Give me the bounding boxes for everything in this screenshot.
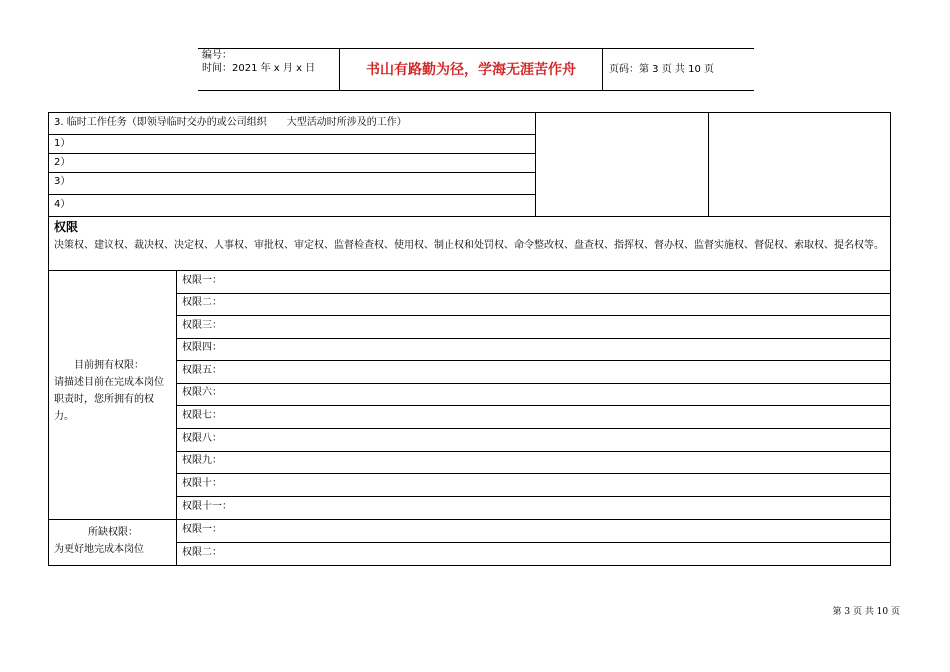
current-authority-row: 权限八： [182, 433, 222, 444]
current-authority-label [54, 357, 164, 425]
footer-page-number: 第 3 页 共 10 页 [832, 607, 900, 617]
current-authority-row: 权限十一： [182, 501, 232, 512]
number-label: 编号： [202, 50, 232, 61]
authority-title: 权限 [54, 220, 79, 234]
current-authority-row: 权限十： [182, 478, 222, 489]
missing-authority-label [54, 524, 172, 558]
temp-task-item-1: 1） [54, 138, 71, 149]
current-authority-row: 权限一： [182, 275, 222, 286]
temp-task-item-2: 2） [54, 157, 71, 168]
current-authority-row: 权限二： [182, 297, 222, 308]
motto: 书山有路勤为径，学海无涯苦作舟 [366, 62, 576, 78]
current-authority-row: 权限三： [182, 320, 222, 331]
temp-task-item-4: 4） [54, 199, 71, 210]
missing-authority-row: 权限一： [182, 524, 222, 535]
current-authority-row: 权限九： [182, 455, 222, 466]
authority-description: 决策权、建议权、裁决权、决定权、人事权、审批权、审定权、监督检查权、使用权、制止权和处罚权、命令整改权、盘查权、指挥权、督办权、监督实施权、督促权、索取权、提名权等。 [54, 240, 884, 251]
missing-authority-heading: 所缺权限： [88, 527, 138, 538]
current-authority-row: 权限五： [182, 365, 222, 376]
current-authority-row: 权限四： [182, 342, 222, 353]
time-label: 时间：2021 年 x 月 x 日 [202, 63, 316, 74]
temp-tasks-title: 3. 临时工作任务（即领导临时交办的或公司组织 大型活动时所涉及的工作） [54, 117, 407, 128]
missing-authority-row: 权限二： [182, 547, 222, 558]
missing-authority-text: 为更好地完成本岗位 [54, 544, 144, 555]
current-authority-text: 请描述目前在完成本岗位职责时，您所拥有的权力。 [54, 377, 164, 422]
current-authority-heading: 目前拥有权限： [74, 360, 144, 371]
page-code: 页码：第 3 页 共 10 页 [609, 64, 714, 75]
current-authority-row: 权限六： [182, 387, 222, 398]
temp-task-item-3: 3） [54, 176, 71, 187]
current-authority-row: 权限七： [182, 410, 222, 421]
